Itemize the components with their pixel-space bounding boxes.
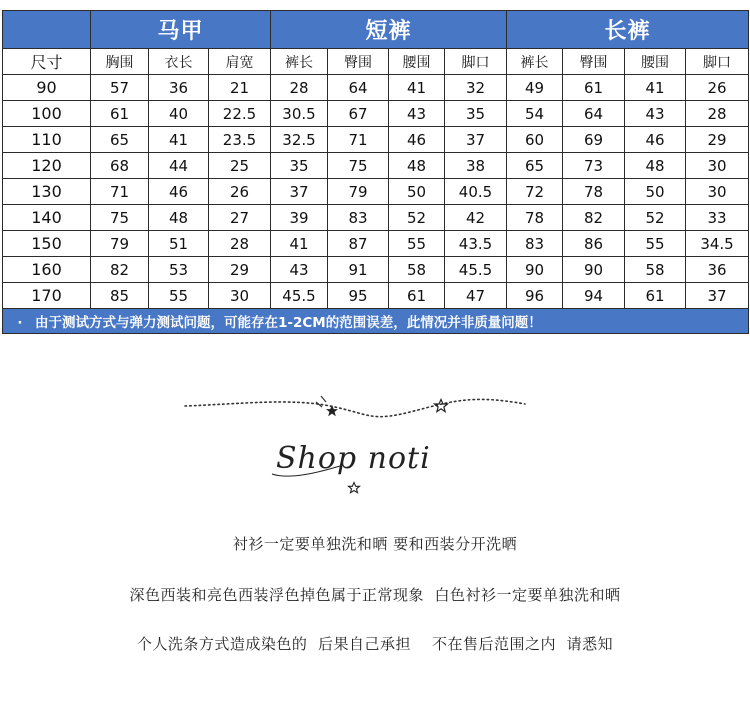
measurement-cell: 30 <box>686 153 749 179</box>
measurement-cell: 61 <box>389 283 445 309</box>
measurement-cell: 61 <box>91 101 149 127</box>
size-cell: 130 <box>3 179 91 205</box>
size-cell: 170 <box>3 283 91 309</box>
column-header: 腰围 <box>389 49 445 75</box>
measurement-cell: 73 <box>563 153 625 179</box>
notice-line: 深色西装和亮色西装浮色掉色属于正常现象 白色衬衫一定要单独洗和晒 <box>129 586 621 604</box>
measurement-cell: 29 <box>209 257 271 283</box>
measurement-cell: 55 <box>625 231 686 257</box>
measurement-cell: 65 <box>91 127 149 153</box>
measurement-cell: 55 <box>389 231 445 257</box>
measurement-cell: 58 <box>625 257 686 283</box>
column-header: 脚口 <box>445 49 507 75</box>
measurement-cell: 87 <box>328 231 389 257</box>
size-cell: 100 <box>3 101 91 127</box>
measurement-cell: 79 <box>91 231 149 257</box>
measurement-cell: 71 <box>328 127 389 153</box>
measurement-cell: 40.5 <box>445 179 507 205</box>
tolerance-note <box>3 309 749 334</box>
column-header: 臀围 <box>328 49 389 75</box>
size-table-body <box>3 75 749 309</box>
measurement-cell: 29 <box>686 127 749 153</box>
measurement-cell: 64 <box>328 75 389 101</box>
measurement-cell: 27 <box>209 205 271 231</box>
measurement-cell: 75 <box>91 205 149 231</box>
group-header-blank <box>3 11 91 49</box>
measurement-cell: 61 <box>563 75 625 101</box>
measurement-cell: 72 <box>507 179 563 205</box>
measurement-cell: 83 <box>328 205 389 231</box>
measurement-cell: 28 <box>271 75 328 101</box>
table-row <box>3 283 749 309</box>
measurement-cell: 95 <box>328 283 389 309</box>
note-row <box>3 309 749 334</box>
size-cell: 90 <box>3 75 91 101</box>
column-header: 脚口 <box>686 49 749 75</box>
table-row <box>3 257 749 283</box>
column-header: 裤长 <box>271 49 328 75</box>
measurement-cell: 60 <box>507 127 563 153</box>
measurement-cell: 86 <box>563 231 625 257</box>
measurement-cell: 61 <box>625 283 686 309</box>
measurement-cell: 65 <box>507 153 563 179</box>
measurement-cell: 46 <box>625 127 686 153</box>
measurement-cell: 75 <box>328 153 389 179</box>
measurement-cell: 78 <box>563 179 625 205</box>
measurement-cell: 48 <box>149 205 209 231</box>
size-cell: 150 <box>3 231 91 257</box>
measurement-cell: 28 <box>209 231 271 257</box>
measurement-cell: 41 <box>271 231 328 257</box>
measurement-cell: 46 <box>149 179 209 205</box>
measurement-cell: 43.5 <box>445 231 507 257</box>
column-header: 裤长 <box>507 49 563 75</box>
table-row <box>3 101 749 127</box>
measurement-cell: 94 <box>563 283 625 309</box>
group-header-vest: 马甲 <box>91 11 271 49</box>
measurement-cell: 71 <box>91 179 149 205</box>
size-cell: 110 <box>3 127 91 153</box>
measurement-cell: 50 <box>625 179 686 205</box>
measurement-cell: 90 <box>507 257 563 283</box>
measurement-cell: 35 <box>271 153 328 179</box>
measurement-cell: 37 <box>445 127 507 153</box>
measurement-cell: 35 <box>445 101 507 127</box>
notice-line: 衬衫一定要单独洗和晒 要和西装分开洗晒 <box>232 535 518 553</box>
dotted-wave-line <box>185 399 525 416</box>
measurement-cell: 96 <box>507 283 563 309</box>
table-row <box>3 205 749 231</box>
measurement-cell: 43 <box>625 101 686 127</box>
measurement-cell: 68 <box>91 153 149 179</box>
size-chart-table <box>2 10 749 334</box>
measurement-cell: 49 <box>507 75 563 101</box>
measurement-cell: 44 <box>149 153 209 179</box>
shop-notice-script: Shop noti <box>276 441 431 476</box>
measurement-cell: 46 <box>389 127 445 153</box>
measurement-cell: 39 <box>271 205 328 231</box>
measurement-cell: 55 <box>149 283 209 309</box>
note-bullet: · <box>17 315 23 331</box>
measurement-cell: 30 <box>686 179 749 205</box>
measurement-cell: 85 <box>91 283 149 309</box>
measurement-cell: 67 <box>328 101 389 127</box>
measurement-cell: 50 <box>389 179 445 205</box>
size-cell: 120 <box>3 153 91 179</box>
column-header: 肩宽 <box>209 49 271 75</box>
measurement-cell: 51 <box>149 231 209 257</box>
measurement-cell: 33 <box>686 205 749 231</box>
table-row <box>3 179 749 205</box>
measurement-cell: 53 <box>149 257 209 283</box>
measurement-cell: 41 <box>625 75 686 101</box>
measurement-cell: 38 <box>445 153 507 179</box>
measurement-cell: 25 <box>209 153 271 179</box>
measurement-cell: 91 <box>328 257 389 283</box>
measurement-cell: 22.5 <box>209 101 271 127</box>
measurement-cell: 48 <box>625 153 686 179</box>
notice-line: 个人洗条方式造成染色的 后果自己承担 不在售后范围之内 请悉知 <box>136 635 614 653</box>
measurement-cell: 32 <box>445 75 507 101</box>
table-row <box>3 75 749 101</box>
column-header: 腰围 <box>625 49 686 75</box>
measurement-cell: 23.5 <box>209 127 271 153</box>
group-header-shorts: 短裤 <box>271 11 507 49</box>
measurement-cell: 26 <box>209 179 271 205</box>
measurement-cell: 79 <box>328 179 389 205</box>
size-cell: 140 <box>3 205 91 231</box>
measurement-cell: 34.5 <box>686 231 749 257</box>
star-icon <box>349 483 360 493</box>
measurement-cell: 48 <box>389 153 445 179</box>
measurement-cell: 41 <box>149 127 209 153</box>
measurement-cell: 36 <box>686 257 749 283</box>
shop-notice-decoration <box>180 382 530 502</box>
column-header: 衣长 <box>149 49 209 75</box>
measurement-cell: 43 <box>271 257 328 283</box>
measurement-cell: 42 <box>445 205 507 231</box>
measurement-cell: 45.5 <box>445 257 507 283</box>
measurement-cell: 37 <box>686 283 749 309</box>
table-row <box>3 231 749 257</box>
measurement-cell: 52 <box>625 205 686 231</box>
measurement-cell: 32.5 <box>271 127 328 153</box>
column-header-row <box>3 49 749 75</box>
measurement-cell: 36 <box>149 75 209 101</box>
measurement-cell: 41 <box>389 75 445 101</box>
measurement-cell: 64 <box>563 101 625 127</box>
measurement-cell: 54 <box>507 101 563 127</box>
measurement-cell: 30 <box>209 283 271 309</box>
measurement-cell: 21 <box>209 75 271 101</box>
measurement-cell: 37 <box>271 179 328 205</box>
measurement-cell: 90 <box>563 257 625 283</box>
column-header-size: 尺寸 <box>3 49 91 75</box>
star-icon <box>435 400 448 412</box>
measurement-cell: 52 <box>389 205 445 231</box>
measurement-cell: 43 <box>389 101 445 127</box>
group-header-trousers: 长裤 <box>507 11 749 49</box>
group-header-row <box>3 11 749 49</box>
measurement-cell: 30.5 <box>271 101 328 127</box>
measurement-cell: 45.5 <box>271 283 328 309</box>
measurement-cell: 69 <box>563 127 625 153</box>
measurement-cell: 57 <box>91 75 149 101</box>
table-row <box>3 127 749 153</box>
measurement-cell: 83 <box>507 231 563 257</box>
measurement-cell: 82 <box>91 257 149 283</box>
measurement-cell: 82 <box>563 205 625 231</box>
measurement-cell: 40 <box>149 101 209 127</box>
measurement-cell: 58 <box>389 257 445 283</box>
measurement-cell: 26 <box>686 75 749 101</box>
table-row <box>3 153 749 179</box>
note-text: 由于测试方式与弹力测试问题，可能存在1-2CM的范围误差，此情况并非质量问题！ <box>35 315 542 331</box>
measurement-cell: 28 <box>686 101 749 127</box>
column-header: 臀围 <box>563 49 625 75</box>
measurement-cell: 78 <box>507 205 563 231</box>
size-cell: 160 <box>3 257 91 283</box>
column-header: 胸围 <box>91 49 149 75</box>
measurement-cell: 47 <box>445 283 507 309</box>
star-trail-marks <box>316 396 326 407</box>
